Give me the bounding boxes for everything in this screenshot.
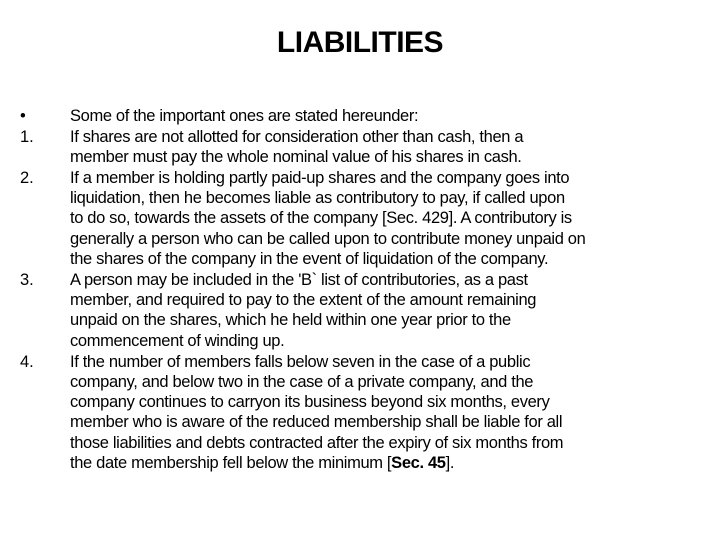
text-line: company continues to carryon its business beyond six months, every — [70, 393, 550, 412]
text-line: Some of the important ones are stated hereunder: — [70, 107, 419, 125]
text-line: member, and required to pay to the extent of the amount remaining — [70, 291, 537, 310]
list-item — [0, 168, 720, 269]
text-line: the shares of the company in the event of liquidation of the company. — [70, 250, 549, 269]
text-line — [70, 453, 720, 473]
section-reference: Sec. 45 — [391, 454, 446, 473]
text-line: If a member is holding partly paid-up shares and the company goes into — [70, 168, 570, 187]
list-item — [0, 127, 720, 168]
text-line: liquidation, then he becomes liable as contributory to pay, if called upon — [70, 189, 565, 208]
list-item — [0, 270, 720, 351]
slide-title: LIABILITIES — [276, 26, 444, 59]
list-marker: 2. — [20, 168, 34, 187]
list-marker: 1. — [20, 127, 34, 146]
text-span: the date membership fell below the minimum [ — [70, 454, 392, 473]
liabilities-list — [0, 106, 720, 473]
text-line: commencement of winding up. — [70, 331, 285, 350]
text-line: to do so, towards the assets of the company [Sec. 429]. A contributory is — [70, 209, 572, 228]
text-line: If the number of members falls below seven in the case of a public — [70, 352, 531, 371]
text-line: company, and below two in the case of a private company, and the — [70, 372, 534, 391]
text-line: member who is aware of the reduced membership shall be liable for all — [70, 413, 563, 432]
list-marker: • — [20, 107, 26, 125]
text-line: unpaid on the shares, which he held within one year prior to the — [70, 311, 511, 330]
list-marker: 4. — [20, 352, 34, 371]
text-line: generally a person who can be called upon to contribute money unpaid on — [70, 229, 586, 248]
text-span: ]. — [445, 454, 455, 473]
list-marker: 3. — [20, 270, 34, 289]
intro-bullet — [0, 106, 720, 126]
text-line: those liabilities and debts contracted after the expiry of six months from — [70, 433, 564, 452]
text-line: member must pay the whole nominal value of his shares in cash. — [70, 148, 522, 167]
text-line: A person may be included in the 'B` list of contributories, as a past — [70, 270, 528, 289]
text-line: If shares are not allotted for consideration other than cash, then a — [70, 127, 524, 146]
list-item — [0, 352, 720, 474]
